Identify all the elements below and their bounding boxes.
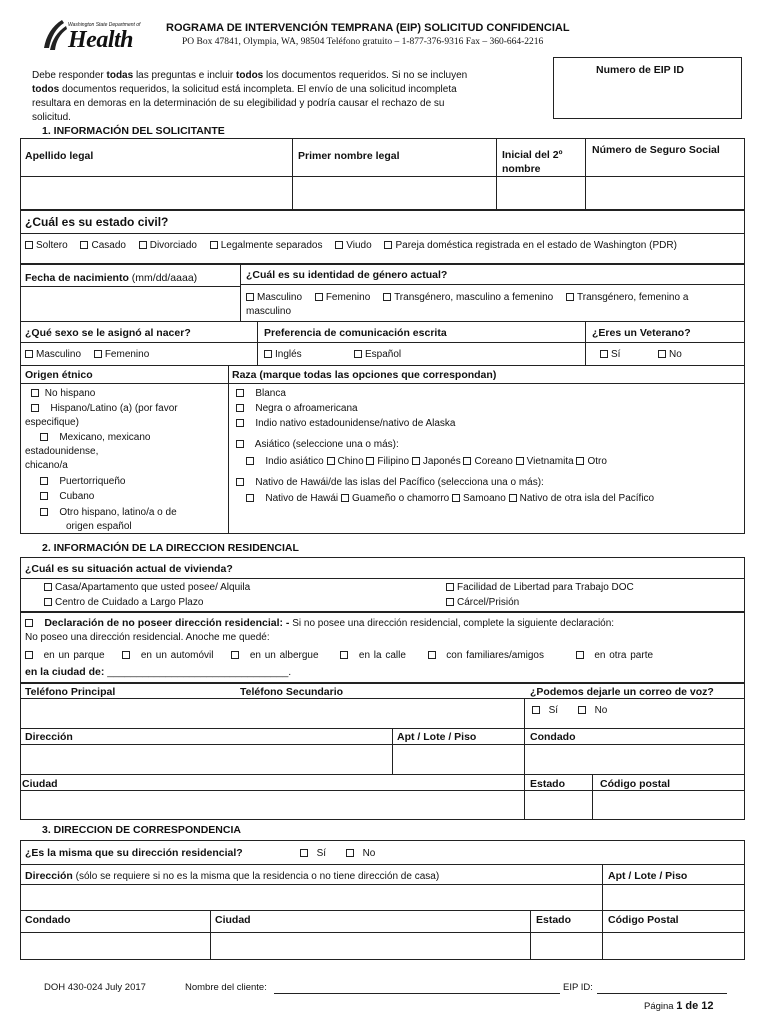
vet-no[interactable]: No — [658, 349, 682, 360]
checkbox-icon — [40, 492, 48, 500]
race-negra[interactable]: Negra o afroamericana — [236, 403, 358, 414]
civil-pdr[interactable]: Pareja doméstica registrada en el estado de Washington (PDR) — [384, 240, 676, 251]
ethnic-cubano[interactable]: Cubano — [40, 491, 94, 502]
eip-id-footer-input[interactable] — [597, 993, 727, 994]
eip-id-label: Numero de EIP ID — [596, 64, 684, 76]
pacific-hawai[interactable]: Nativo de Hawái — [246, 493, 338, 504]
checkbox-icon — [40, 477, 48, 485]
phone1-input[interactable] — [21, 699, 236, 727]
housing-centro[interactable]: Centro de Cuidado a Largo Plazo — [44, 597, 203, 608]
section1-title: 1. INFORMACIÓN DEL SOLICITANTE — [42, 125, 225, 137]
pref-espanol[interactable]: Español — [354, 349, 401, 360]
civil-viudo[interactable]: Viudo — [335, 240, 371, 251]
intro-line-2: todos documentos requeridos, la solicitud está incompleta. El envío de una solicitud incompleta — [32, 84, 457, 95]
race-pacifico[interactable]: Nativo de Hawái/de las islas del Pacífico (selecciona una o más): — [236, 477, 544, 488]
checkbox-icon — [44, 583, 52, 591]
city-input[interactable] — [21, 791, 523, 819]
checkbox-icon — [25, 619, 33, 627]
checkbox-icon — [31, 404, 39, 412]
race-indio-nativo[interactable]: Indio nativo estadounidense/nativo de Alaska — [236, 418, 456, 429]
ethnic-puertorriqueno[interactable]: Puertorriqueño — [40, 476, 126, 487]
form-title: ROGRAMA DE INTERVENCIÓN TEMPRANA (EIP) SOLICITUD CONFIDENCIAL — [166, 22, 570, 34]
civil-separados[interactable]: Legalmente separados — [210, 240, 323, 251]
dob-input[interactable] — [21, 287, 239, 320]
client-name-input[interactable] — [274, 993, 560, 994]
pacific-otra[interactable]: Nativo de otra isla del Pacífico — [509, 493, 655, 504]
declaration-text: No poseo una dirección residencial. Anoche me quedé: — [25, 632, 270, 643]
checkbox-icon — [576, 651, 584, 659]
sex-femenino[interactable]: Femenino — [94, 349, 149, 360]
ethnic-mexicano-2: estadounidense, — [25, 446, 99, 457]
zip-input[interactable] — [593, 791, 744, 819]
place-familiares[interactable]: con familiares/amigos — [428, 650, 544, 661]
civil-soltero[interactable]: Soltero — [25, 240, 68, 251]
declaration[interactable]: Declaración de no poseer dirección residencial: - Si no posee una dirección residencial, complete la siguiente declaración: — [25, 617, 614, 629]
race-blanca[interactable]: Blanca — [236, 388, 286, 399]
checkbox-icon — [236, 419, 244, 427]
checkbox-icon — [236, 440, 244, 448]
housing-doc[interactable]: Facilidad de Libertad para Trabajo DOC — [446, 582, 634, 593]
section2-title: 2. INFORMACIÓN DE LA DIRECCION RESIDENCIAL — [42, 542, 299, 554]
checkbox-icon — [366, 457, 374, 465]
gender-question: ¿Cuál es su identidad de género actual? — [246, 269, 448, 281]
apt-input[interactable] — [393, 745, 523, 773]
checkbox-icon — [40, 433, 48, 441]
checkbox-icon — [122, 651, 130, 659]
pref-ingles[interactable]: Inglés — [264, 349, 302, 360]
gender-options — [246, 292, 698, 303]
voicemail-question: ¿Podemos dejarle un correo de voz? — [530, 686, 714, 698]
mail-county-input[interactable] — [21, 933, 209, 959]
gender-trans-mf[interactable]: Transgénero, masculino a femenino — [383, 292, 553, 303]
address-label: Dirección — [25, 731, 73, 743]
checkbox-icon — [600, 350, 608, 358]
same-si[interactable]: Sí — [300, 848, 326, 859]
checkbox-icon — [354, 350, 362, 358]
checkbox-icon — [509, 494, 517, 502]
race-header: Raza (marque todas las opciones que correspondan) — [232, 369, 497, 381]
checkbox-icon — [446, 583, 454, 591]
same-address-question: ¿Es la misma que su dirección residencial? — [25, 847, 243, 859]
phone2-label: Teléfono Secundario — [240, 686, 344, 698]
pacific-samoano[interactable]: Samoano — [452, 493, 506, 504]
checkbox-icon — [452, 494, 460, 502]
apellido-input[interactable] — [21, 177, 291, 209]
mail-state-input[interactable] — [531, 933, 601, 959]
checkbox-icon — [346, 849, 354, 857]
inicial-input[interactable] — [497, 177, 584, 209]
ssn-input[interactable] — [586, 177, 744, 209]
checkbox-icon — [384, 241, 392, 249]
mail-state-label: Estado — [536, 914, 572, 926]
intro-line-4: solicitud. — [32, 112, 71, 123]
checkbox-icon — [210, 241, 218, 249]
primer-nombre-label: Primer nombre legal — [298, 150, 400, 162]
race-asiatico[interactable]: Asiático (seleccione una o más): — [236, 439, 399, 450]
place-calle[interactable]: en la calle — [340, 650, 406, 661]
vm-si[interactable]: Sí — [532, 705, 558, 716]
same-no[interactable]: No — [346, 848, 375, 859]
checkbox-icon — [44, 598, 52, 606]
checkbox-icon — [236, 478, 244, 486]
section3-title: 3. DIRECCION DE CORRESPONDENCIA — [42, 824, 241, 836]
header-address: PO Box 47841, Olympia, WA, 98504 Teléfono gratuito – 1-877-376-9316 Fax – 360-664-2216 — [182, 37, 544, 47]
mail-address-label: Dirección (sólo se requiere si no es la misma que la residencia o no tiene dirección de casa) — [25, 870, 440, 882]
city-label: Ciudad — [22, 778, 58, 790]
checkbox-icon — [139, 241, 147, 249]
pacific-guameno[interactable]: Guameño o chamorro — [341, 493, 449, 504]
phone1-label: Teléfono Principal — [25, 686, 116, 698]
checkbox-icon — [246, 457, 254, 465]
vm-no[interactable]: No — [578, 705, 607, 716]
pref-question: Preferencia de comunicación escrita — [264, 327, 447, 339]
asian-indio[interactable]: Indio asiático — [246, 456, 324, 467]
form-number: DOH 430-024 July 2017 — [44, 982, 146, 993]
mail-apt-input[interactable] — [603, 885, 744, 909]
sex-masculino[interactable]: Masculino — [25, 349, 81, 360]
ethnic-otro[interactable]: Otro hispano, latino/a o de — [40, 507, 177, 518]
checkbox-icon — [315, 293, 323, 301]
checkbox-icon — [327, 457, 335, 465]
checkbox-icon — [412, 457, 420, 465]
county-input[interactable] — [525, 745, 744, 773]
checkbox-icon — [566, 293, 574, 301]
dob-label: Fecha de nacimiento (mm/dd/aaaa) — [25, 272, 198, 284]
pacific-options — [246, 493, 654, 504]
zip-label: Código postal — [600, 778, 670, 790]
asian-options — [246, 456, 607, 467]
checkbox-icon — [25, 350, 33, 358]
checkbox-icon — [335, 241, 343, 249]
ethnic-mexicano[interactable]: Mexicano, mexicano — [40, 432, 151, 443]
checkbox-icon — [463, 457, 471, 465]
place-otra[interactable]: en otra parte — [576, 650, 653, 661]
checkbox-icon — [446, 598, 454, 606]
civil-divorciado[interactable]: Divorciado — [139, 240, 197, 251]
intro-line-3: resultara en demoras en la determinación de su elegibilidad y podría causar el rechazo de su — [32, 98, 445, 109]
apt-label: Apt / Lote / Piso — [397, 731, 477, 743]
mail-city-input[interactable] — [211, 933, 529, 959]
ethnic-mexicano-3: chicano/a — [25, 460, 68, 471]
checkbox-icon — [246, 494, 254, 502]
primer-nombre-input[interactable] — [293, 177, 495, 209]
mail-apt-label: Apt / Lote / Piso — [608, 870, 688, 882]
place-parque[interactable]: en un parque — [25, 650, 105, 661]
mail-city-label: Ciudad — [215, 914, 251, 926]
mail-zip-input[interactable] — [603, 933, 744, 959]
ethnic-especifique: especifique) — [25, 417, 79, 428]
asian-otro[interactable]: Otro — [576, 456, 606, 467]
phone2-input[interactable] — [237, 699, 523, 727]
gender-trans-fm[interactable]: Transgénero, femenino a — [566, 292, 688, 303]
housing-casa[interactable]: Casa/Apartamento que usted posee/ Alquila — [44, 582, 250, 593]
checkbox-icon — [40, 508, 48, 516]
apellido-label: Apellido legal — [25, 150, 94, 162]
asian-filipino[interactable]: Filipino — [366, 456, 409, 467]
logo-mark-icon — [40, 18, 68, 52]
place-albergue[interactable]: en un albergue — [231, 650, 318, 661]
doh-logo — [40, 18, 140, 54]
sex-options — [25, 349, 159, 360]
vet-si[interactable]: Sí — [600, 349, 620, 360]
asian-japones[interactable]: Japonés — [412, 456, 461, 467]
checkbox-icon — [576, 457, 584, 465]
places-options — [25, 650, 653, 661]
gender-femenino[interactable]: Femenino — [315, 292, 370, 303]
state-input[interactable] — [525, 791, 591, 819]
checkbox-icon — [231, 651, 239, 659]
checkbox-icon — [578, 706, 586, 714]
checkbox-icon — [341, 494, 349, 502]
asian-vietnamita[interactable]: Vietnamita — [516, 456, 574, 467]
veteran-question: ¿Eres un Veterano? — [592, 327, 691, 339]
civil-options — [25, 240, 687, 251]
checkbox-icon — [80, 241, 88, 249]
gender-continuation: masculino — [246, 306, 292, 317]
checkbox-icon — [383, 293, 391, 301]
checkbox-icon — [516, 457, 524, 465]
place-automovil[interactable]: en un automóvil — [122, 650, 213, 661]
checkbox-icon — [340, 651, 348, 659]
intro-line-1: Debe responder todas las preguntas e incluir todos los documentos requeridos. Si no se incluyen — [32, 70, 468, 81]
checkbox-icon — [658, 350, 666, 358]
civil-casado[interactable]: Casado — [80, 240, 125, 251]
state-label: Estado — [530, 778, 566, 790]
housing-question: ¿Cuál es su situación actual de vivienda? — [25, 563, 233, 575]
checkbox-icon — [94, 350, 102, 358]
logo-subtitle: Washington State Department of — [68, 22, 141, 28]
address-input[interactable] — [21, 745, 391, 773]
asian-coreano[interactable]: Coreano — [463, 456, 512, 467]
ethnic-no-hispano[interactable]: No hispano — [31, 388, 95, 399]
page-number: Página 1 de 12 — [644, 1000, 714, 1012]
ethnic-header: Origen étnico — [25, 369, 93, 381]
checkbox-icon — [300, 849, 308, 857]
checkbox-icon — [428, 651, 436, 659]
checkbox-icon — [236, 404, 244, 412]
ssn-label: Número de Seguro Social — [592, 144, 720, 156]
mail-county-label: Condado — [25, 914, 71, 926]
checkbox-icon — [246, 293, 254, 301]
checkbox-icon — [31, 389, 39, 397]
county-label: Condado — [530, 731, 576, 743]
ethnic-otro-2: origen español — [66, 521, 132, 532]
city-line[interactable]: en la ciudad de: _______________________________. — [25, 666, 292, 678]
checkbox-icon — [264, 350, 272, 358]
mail-address-input[interactable] — [21, 885, 601, 909]
checkbox-icon — [236, 389, 244, 397]
checkbox-icon — [532, 706, 540, 714]
sex-question: ¿Qué sexo se le asignó al nacer? — [25, 327, 191, 339]
eip-id-footer-label: EIP ID: — [563, 982, 593, 993]
checkbox-icon — [25, 651, 33, 659]
mail-zip-label: Código Postal — [608, 914, 679, 926]
civil-question: ¿Cuál es su estado civil? — [25, 215, 169, 229]
gender-masculino[interactable]: Masculino — [246, 292, 302, 303]
client-name-label: Nombre del cliente: — [185, 982, 267, 993]
asian-chino[interactable]: Chino — [327, 456, 364, 467]
housing-carcel[interactable]: Cárcel/Prisión — [446, 597, 519, 608]
checkbox-icon — [25, 241, 33, 249]
ethnic-hispano[interactable]: Hispano/Latino (a) (por favor — [31, 403, 178, 414]
logo-text: Health — [68, 27, 134, 53]
inicial-label: Inicial del 2º nombre — [502, 149, 563, 175]
